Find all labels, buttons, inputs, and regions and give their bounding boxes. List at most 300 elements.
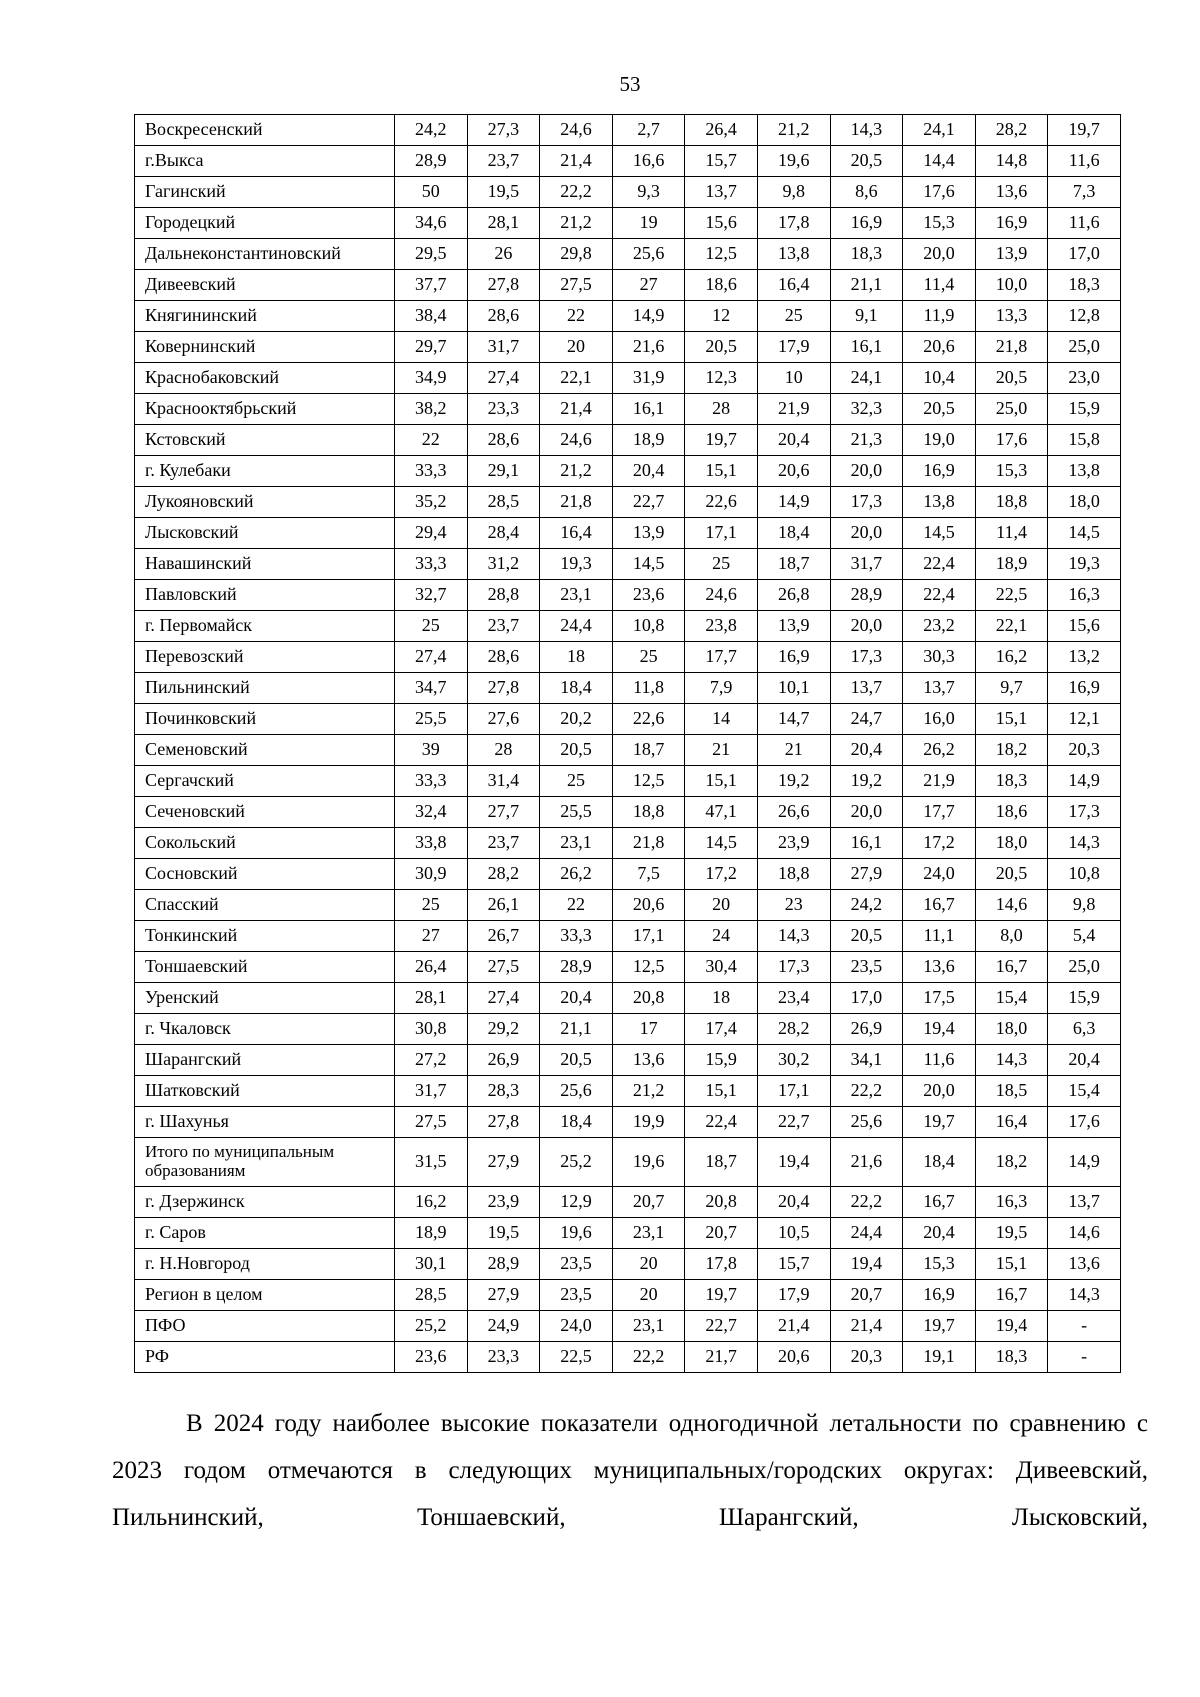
table-cell: 47,1 (685, 797, 758, 828)
table-cell: 10,1 (757, 673, 830, 704)
table-cell: 19,7 (1048, 115, 1121, 146)
table-cell: 16,4 (975, 1107, 1048, 1138)
table-row (135, 797, 1121, 828)
table-cell: 17,6 (975, 425, 1048, 456)
table-cell: 18,3 (1048, 270, 1121, 301)
table-cell: 14,5 (1048, 518, 1121, 549)
table-row (135, 735, 1121, 766)
table-cell: 27,4 (467, 363, 540, 394)
table-row (135, 1187, 1121, 1218)
table-cell: 15,1 (685, 1076, 758, 1107)
table-cell: 17,6 (903, 177, 976, 208)
table-cell: 28,2 (757, 1014, 830, 1045)
table-cell: 27,7 (467, 797, 540, 828)
table-cell: 22,5 (540, 1342, 613, 1373)
table-row (135, 766, 1121, 797)
table-cell: 21,3 (830, 425, 903, 456)
table-cell: 28,9 (540, 952, 613, 983)
table-cell: 17,2 (685, 859, 758, 890)
row-label: Сергачский (135, 766, 395, 797)
table-cell: 19,0 (903, 425, 976, 456)
table-cell: 25,2 (395, 1311, 468, 1342)
table-cell: 21,1 (830, 270, 903, 301)
table-cell: 28,8 (467, 580, 540, 611)
table-cell: 20,2 (540, 704, 613, 735)
table-cell: 25,5 (395, 704, 468, 735)
table-cell: 18,7 (612, 735, 685, 766)
table-cell: 30,1 (395, 1249, 468, 1280)
table-cell: 16,9 (903, 456, 976, 487)
table-cell: 18,4 (540, 673, 613, 704)
table-cell: 24,1 (830, 363, 903, 394)
table-cell: 26,2 (903, 735, 976, 766)
table-cell: 22,7 (685, 1311, 758, 1342)
table-cell: 20 (540, 332, 613, 363)
table-cell: 21,2 (757, 115, 830, 146)
table-cell: 24 (685, 921, 758, 952)
table-cell: 9,3 (612, 177, 685, 208)
table-cell: 15,7 (685, 146, 758, 177)
table-cell: 29,7 (395, 332, 468, 363)
table-cell: 16,4 (540, 518, 613, 549)
table-cell: 17,6 (1048, 1107, 1121, 1138)
table-cell: 25 (757, 301, 830, 332)
table-cell: 15,6 (1048, 611, 1121, 642)
table-cell: 31,7 (830, 549, 903, 580)
table-cell: 9,1 (830, 301, 903, 332)
table-cell: 19,7 (903, 1311, 976, 1342)
table-row (135, 921, 1121, 952)
table-row (135, 1014, 1121, 1045)
table-cell: 31,2 (467, 549, 540, 580)
table-cell: 19,3 (540, 549, 613, 580)
table-cell: 11,6 (903, 1045, 976, 1076)
table-cell: 21,9 (757, 394, 830, 425)
row-label: Тоншаевский (135, 952, 395, 983)
row-label: г. Саров (135, 1218, 395, 1249)
row-label: Воскресенский (135, 115, 395, 146)
table-cell: 19,7 (903, 1107, 976, 1138)
table-cell: 27 (612, 270, 685, 301)
table-cell: 11,4 (975, 518, 1048, 549)
table-cell: 14,9 (757, 487, 830, 518)
table-cell: 7,3 (1048, 177, 1121, 208)
table-cell: 20,3 (1048, 735, 1121, 766)
table-cell: 8,6 (830, 177, 903, 208)
table-row (135, 363, 1121, 394)
table-cell: 31,7 (467, 332, 540, 363)
table-cell: 29,5 (395, 239, 468, 270)
table-cell: 20,7 (685, 1218, 758, 1249)
table-cell: 14,5 (685, 828, 758, 859)
table-cell: 22,5 (975, 580, 1048, 611)
table-cell: 14,9 (612, 301, 685, 332)
table-cell: 23,1 (540, 580, 613, 611)
table-cell: 23,7 (467, 611, 540, 642)
table-row (135, 642, 1121, 673)
table-cell: 20,0 (830, 797, 903, 828)
table-cell: 29,4 (395, 518, 468, 549)
table-cell: 16,3 (975, 1187, 1048, 1218)
table-cell: 19,6 (757, 146, 830, 177)
table-cell: 15,3 (975, 456, 1048, 487)
table-cell: 26,4 (685, 115, 758, 146)
table-row (135, 239, 1121, 270)
table-cell: 22,2 (540, 177, 613, 208)
table-cell: 21 (685, 735, 758, 766)
table-row (135, 704, 1121, 735)
table-cell: 18,5 (975, 1076, 1048, 1107)
table-cell: 17,3 (830, 642, 903, 673)
table-cell: 10 (757, 363, 830, 394)
table-cell: 26,2 (540, 859, 613, 890)
table-cell: 15,1 (685, 766, 758, 797)
table-cell: 25,6 (830, 1107, 903, 1138)
table-cell: 19,5 (975, 1218, 1048, 1249)
table-cell: 22 (395, 425, 468, 456)
table-cell: 17,0 (1048, 239, 1121, 270)
table-cell: 22,4 (903, 549, 976, 580)
table-cell: 14,9 (1048, 766, 1121, 797)
row-label: Сеченовский (135, 797, 395, 828)
table-cell: 13,6 (903, 952, 976, 983)
table-cell: 16,9 (975, 208, 1048, 239)
table-row (135, 1342, 1121, 1373)
table-cell: 28,5 (395, 1280, 468, 1311)
table-cell: 14,8 (975, 146, 1048, 177)
table-cell: 14,5 (612, 549, 685, 580)
table-cell: 22 (540, 890, 613, 921)
table-cell: 16,7 (975, 952, 1048, 983)
table-cell: 15,1 (685, 456, 758, 487)
table-cell: 38,4 (395, 301, 468, 332)
row-label: Пильнинский (135, 673, 395, 704)
table-cell: 20,4 (830, 735, 903, 766)
table-cell: 20,4 (612, 456, 685, 487)
table-cell: 22,6 (612, 704, 685, 735)
table-cell: 23,6 (395, 1342, 468, 1373)
table-cell: 25,0 (1048, 952, 1121, 983)
table-cell: 22,2 (830, 1187, 903, 1218)
table-cell: 25 (395, 611, 468, 642)
table-cell: 15,9 (1048, 983, 1121, 1014)
table-cell: 27,9 (830, 859, 903, 890)
table-cell: 24,2 (395, 115, 468, 146)
table-cell: 25,2 (540, 1138, 613, 1187)
table-cell: 17 (612, 1014, 685, 1045)
table-cell: 18,8 (612, 797, 685, 828)
table-cell: 18,7 (757, 549, 830, 580)
table-cell: 18,4 (540, 1107, 613, 1138)
table-cell: 18,9 (612, 425, 685, 456)
table-cell: 19,1 (903, 1342, 976, 1373)
table-cell: 24,4 (540, 611, 613, 642)
table-cell: 17,9 (757, 332, 830, 363)
table-cell: 26,8 (757, 580, 830, 611)
table-cell: 13,7 (830, 673, 903, 704)
row-label: Кстовский (135, 425, 395, 456)
table-cell: 32,3 (830, 394, 903, 425)
table-cell: 18,3 (830, 239, 903, 270)
table-row (135, 425, 1121, 456)
table-cell: 13,2 (1048, 642, 1121, 673)
table-cell: 33,8 (395, 828, 468, 859)
table-cell: 20,5 (540, 1045, 613, 1076)
table-cell: 20,0 (903, 239, 976, 270)
table-cell: 20,4 (540, 983, 613, 1014)
table-cell: 39 (395, 735, 468, 766)
table-cell: 13,9 (975, 239, 1048, 270)
table-cell: 8,0 (975, 921, 1048, 952)
table-cell: 16,7 (975, 1280, 1048, 1311)
table-cell: 14,3 (757, 921, 830, 952)
table-cell: 27,4 (467, 983, 540, 1014)
table-cell: 24,0 (903, 859, 976, 890)
table-cell: 30,9 (395, 859, 468, 890)
table-cell: 17,1 (757, 1076, 830, 1107)
table-cell: 12 (685, 301, 758, 332)
table-cell: 20,8 (685, 1187, 758, 1218)
table-cell: 15,9 (685, 1045, 758, 1076)
table-row (135, 146, 1121, 177)
table-cell: 17,1 (612, 921, 685, 952)
table-cell: 17,3 (830, 487, 903, 518)
table-cell: 26 (467, 239, 540, 270)
table-cell: 20,5 (540, 735, 613, 766)
table-cell: 34,6 (395, 208, 468, 239)
table-cell: 25,0 (975, 394, 1048, 425)
row-label: Шарангский (135, 1045, 395, 1076)
table-cell: 21,4 (830, 1311, 903, 1342)
table-cell: 27,6 (467, 704, 540, 735)
table-cell: 26,9 (467, 1045, 540, 1076)
row-label: г. Первомайск (135, 611, 395, 642)
table-cell: 19,3 (1048, 549, 1121, 580)
table-cell: 27,8 (467, 673, 540, 704)
table-cell: 14,6 (975, 890, 1048, 921)
table-cell: 23,6 (612, 580, 685, 611)
table-cell: 12,1 (1048, 704, 1121, 735)
table-row (135, 952, 1121, 983)
table-cell: 11,6 (1048, 146, 1121, 177)
table-cell: 15,6 (685, 208, 758, 239)
table-cell: 27,5 (467, 952, 540, 983)
table-cell: 19,2 (757, 766, 830, 797)
table-row (135, 332, 1121, 363)
table-cell: 23,5 (830, 952, 903, 983)
table-cell: 10,0 (975, 270, 1048, 301)
table-cell: 29,2 (467, 1014, 540, 1045)
table-cell: 19,4 (975, 1311, 1048, 1342)
table-cell: 29,1 (467, 456, 540, 487)
table-cell: 35,2 (395, 487, 468, 518)
row-label: Дальнеконстантиновский (135, 239, 395, 270)
table-cell: 18,6 (685, 270, 758, 301)
table-cell: 25,5 (540, 797, 613, 828)
table-row (135, 487, 1121, 518)
table-cell: 11,8 (612, 673, 685, 704)
table-cell: 28,9 (467, 1249, 540, 1280)
table-cell: 13,6 (612, 1045, 685, 1076)
table-cell: 21,4 (757, 1311, 830, 1342)
table-cell: 24,9 (467, 1311, 540, 1342)
table-cell: 28,6 (467, 642, 540, 673)
table-row (135, 859, 1121, 890)
table-cell: 19,4 (757, 1138, 830, 1187)
table-cell: 23,0 (1048, 363, 1121, 394)
table-cell: 24,6 (685, 580, 758, 611)
table-cell: 15,1 (975, 704, 1048, 735)
table-cell: 23,5 (540, 1249, 613, 1280)
table-cell: 33,3 (395, 766, 468, 797)
table-cell: 25 (612, 642, 685, 673)
table-cell: 15,9 (1048, 394, 1121, 425)
table-cell: 21,8 (975, 332, 1048, 363)
table-cell: - (1048, 1311, 1121, 1342)
table-cell: 21,6 (612, 332, 685, 363)
row-label: Лысковский (135, 518, 395, 549)
table-cell: 13,8 (1048, 456, 1121, 487)
row-label: Дивеевский (135, 270, 395, 301)
table-cell: 21,8 (612, 828, 685, 859)
table-cell: 28,1 (467, 208, 540, 239)
table-cell: 20 (685, 890, 758, 921)
table-cell: 23,1 (612, 1218, 685, 1249)
table-body (135, 115, 1121, 1373)
table-cell: 16,1 (830, 332, 903, 363)
table-cell: 32,7 (395, 580, 468, 611)
table-row (135, 611, 1121, 642)
table-cell: 14 (685, 704, 758, 735)
table-cell: 50 (395, 177, 468, 208)
table-cell: 13,7 (1048, 1187, 1121, 1218)
table-cell: 25 (395, 890, 468, 921)
table-cell: 19,2 (830, 766, 903, 797)
table-cell: 21,2 (612, 1076, 685, 1107)
table-row (135, 1138, 1121, 1187)
table-cell: 27,8 (467, 1107, 540, 1138)
table-cell: 12,9 (540, 1187, 613, 1218)
row-label: Сокольский (135, 828, 395, 859)
table-cell: 27,5 (395, 1107, 468, 1138)
table-cell: 17,2 (903, 828, 976, 859)
table-cell: 14,3 (975, 1045, 1048, 1076)
table-cell: 20,5 (830, 146, 903, 177)
table-cell: 19,4 (830, 1249, 903, 1280)
row-label: г. Шахунья (135, 1107, 395, 1138)
table-cell: 13,7 (903, 673, 976, 704)
table-cell: 20 (612, 1249, 685, 1280)
table-cell: 13,3 (975, 301, 1048, 332)
table-cell: 20,5 (975, 859, 1048, 890)
table-cell: 28,4 (467, 518, 540, 549)
table-cell: 14,5 (903, 518, 976, 549)
table-cell: 20,4 (757, 425, 830, 456)
table-cell: 10,8 (612, 611, 685, 642)
table-cell: 14,3 (1048, 1280, 1121, 1311)
table-cell: 25,6 (540, 1076, 613, 1107)
table-cell: 24,6 (540, 425, 613, 456)
table-cell: 21,9 (903, 766, 976, 797)
table-cell: 13,9 (612, 518, 685, 549)
table-cell: 10,4 (903, 363, 976, 394)
table-cell: 16,9 (903, 1280, 976, 1311)
table-cell: 30,4 (685, 952, 758, 983)
table-cell: 20,3 (830, 1342, 903, 1373)
table-cell: 16,9 (1048, 673, 1121, 704)
table-cell: 19,9 (612, 1107, 685, 1138)
table-cell: 28,3 (467, 1076, 540, 1107)
lethality-table (134, 114, 1121, 1373)
table-cell: 34,1 (830, 1045, 903, 1076)
table-cell: 19 (612, 208, 685, 239)
table-cell: 24,7 (830, 704, 903, 735)
row-label: Гагинский (135, 177, 395, 208)
table-cell: 21,6 (830, 1138, 903, 1187)
row-label: Павловский (135, 580, 395, 611)
table-cell: 14,4 (903, 146, 976, 177)
row-label: Навашинский (135, 549, 395, 580)
row-label: г. Кулебаки (135, 456, 395, 487)
table-cell: 24,4 (830, 1218, 903, 1249)
row-label: Починковский (135, 704, 395, 735)
table-cell: 21,4 (540, 394, 613, 425)
table-cell: 18,8 (975, 487, 1048, 518)
table-cell: 9,8 (757, 177, 830, 208)
table-cell: 23,4 (757, 983, 830, 1014)
table-cell: 20,0 (903, 1076, 976, 1107)
table-cell: 15,4 (1048, 1076, 1121, 1107)
table-cell: 22 (540, 301, 613, 332)
row-label: Спасский (135, 890, 395, 921)
table-cell: 2,7 (612, 115, 685, 146)
table-row (135, 1218, 1121, 1249)
table-cell: 30,2 (757, 1045, 830, 1076)
table-cell: 23,3 (467, 394, 540, 425)
row-label: Тонкинский (135, 921, 395, 952)
table-cell: 23,5 (540, 1280, 613, 1311)
table-cell: 16,1 (830, 828, 903, 859)
row-label: г. Чкаловск (135, 1014, 395, 1045)
table-cell: 16,7 (903, 890, 976, 921)
table-row (135, 208, 1121, 239)
row-label: РФ (135, 1342, 395, 1373)
table-cell: 16,3 (1048, 580, 1121, 611)
table-cell: 21,7 (685, 1342, 758, 1373)
table-cell: 25 (540, 766, 613, 797)
table-cell: 19,5 (467, 1218, 540, 1249)
row-label: г. Дзержинск (135, 1187, 395, 1218)
table-cell: 19,7 (685, 425, 758, 456)
table-row (135, 673, 1121, 704)
table-cell: 33,3 (395, 456, 468, 487)
table-cell: 16,2 (395, 1187, 468, 1218)
table-row (135, 580, 1121, 611)
table-cell: 22,2 (612, 1342, 685, 1373)
row-label: Краснооктябрьский (135, 394, 395, 425)
table-cell: 23,1 (612, 1311, 685, 1342)
table-cell: 23,3 (467, 1342, 540, 1373)
table-row (135, 1107, 1121, 1138)
table-cell: 18,6 (975, 797, 1048, 828)
table-cell: 12,5 (685, 239, 758, 270)
row-label: Городецкий (135, 208, 395, 239)
table-cell: 28,9 (830, 580, 903, 611)
table-cell: 31,7 (395, 1076, 468, 1107)
table-cell: 9,7 (975, 673, 1048, 704)
table-cell: 17,0 (830, 983, 903, 1014)
table-cell: 32,4 (395, 797, 468, 828)
